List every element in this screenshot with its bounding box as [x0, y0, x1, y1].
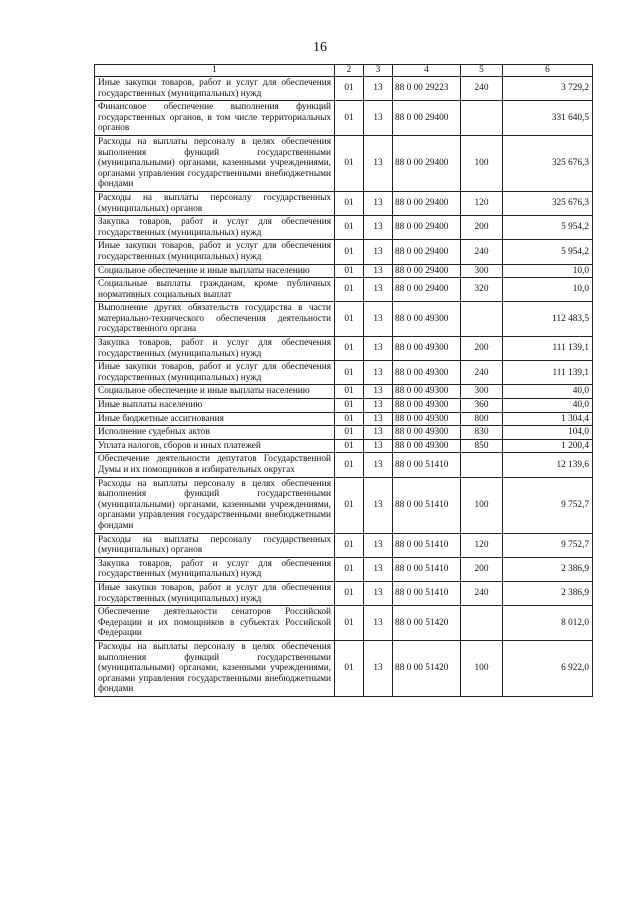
expense-name-cell: Расходы на выплаты персоналу в целях обеспечения выполнения функций государственными (муниципальными) органами, казенными учреждениями, органами управления государственными внебюджетными фондами [95, 477, 335, 533]
subsection-cell: 13 [364, 264, 393, 278]
expense-type-cell [461, 101, 503, 136]
section-cell: 01 [335, 264, 364, 278]
target-article-cell: 88 0 00 29400 [393, 240, 461, 264]
table-body [95, 77, 593, 697]
expense-name-cell: Социальное обеспечение и иные выплаты населению [95, 264, 335, 278]
expense-name-cell: Закупка товаров, работ и услуг для обеспечения государственных (муниципальных) нужд [95, 216, 335, 240]
section-cell: 01 [335, 426, 364, 440]
section-cell: 01 [335, 216, 364, 240]
amount-cell: 1 200,4 [503, 439, 593, 453]
subsection-cell: 13 [364, 439, 393, 453]
section-cell: 01 [335, 439, 364, 453]
expense-name-cell: Иные закупки товаров, работ и услуг для обеспечения государственных (муниципальных) нужд [95, 361, 335, 385]
expense-type-cell: 120 [461, 191, 503, 215]
amount-cell: 325 676,3 [503, 135, 593, 191]
expense-type-cell: 240 [461, 240, 503, 264]
amount-cell: 2 386,9 [503, 581, 593, 605]
table-row [95, 399, 593, 413]
expense-type-cell: 100 [461, 477, 503, 533]
expense-type-cell: 200 [461, 216, 503, 240]
expense-name-cell: Расходы на выплаты персоналу в целях обеспечения выполнения функций государственными (муниципальными) органами, казенными учреждениями, органами управления государственными внебюджетными фондами [95, 640, 335, 696]
subsection-cell: 13 [364, 557, 393, 581]
subsection-cell: 13 [364, 412, 393, 426]
expense-type-cell: 100 [461, 640, 503, 696]
table-row [95, 135, 593, 191]
subsection-cell: 13 [364, 453, 393, 477]
table-row [95, 337, 593, 361]
expense-name-cell: Финансовое обеспечение выполнения функций государственных органов, в том числе территориальных органов [95, 101, 335, 136]
target-article-cell: 88 0 00 49300 [393, 337, 461, 361]
target-article-cell: 88 0 00 29400 [393, 216, 461, 240]
expense-type-cell: 100 [461, 135, 503, 191]
section-cell: 01 [335, 385, 364, 399]
table-row [95, 361, 593, 385]
subsection-cell: 13 [364, 477, 393, 533]
section-cell: 01 [335, 101, 364, 136]
amount-cell: 331 640,5 [503, 101, 593, 136]
target-article-cell: 88 0 00 51410 [393, 557, 461, 581]
table-row [95, 557, 593, 581]
target-article-cell: 88 0 00 29400 [393, 278, 461, 302]
expense-name-cell: Социальное обеспечение и иные выплаты населению [95, 385, 335, 399]
column-header: 2 [335, 65, 364, 77]
expense-name-cell: Расходы на выплаты персоналу государственных (муниципальных) органов [95, 191, 335, 215]
target-article-cell: 88 0 00 49300 [393, 439, 461, 453]
expense-name-cell: Иные закупки товаров, работ и услуг для обеспечения государственных (муниципальных) нужд [95, 77, 335, 101]
budget-table [94, 64, 593, 697]
amount-cell: 40,0 [503, 385, 593, 399]
amount-cell: 40,0 [503, 399, 593, 413]
column-header: 1 [95, 65, 335, 77]
target-article-cell: 88 0 00 51410 [393, 581, 461, 605]
subsection-cell: 13 [364, 399, 393, 413]
amount-cell: 1 304,4 [503, 412, 593, 426]
subsection-cell: 13 [364, 278, 393, 302]
expense-type-cell [461, 606, 503, 641]
amount-cell: 112 483,5 [503, 302, 593, 337]
table-row [95, 606, 593, 641]
amount-cell: 5 954,2 [503, 216, 593, 240]
target-article-cell: 88 0 00 49300 [393, 412, 461, 426]
target-article-cell: 88 0 00 29400 [393, 101, 461, 136]
expense-name-cell: Иные выплаты населению [95, 399, 335, 413]
section-cell: 01 [335, 581, 364, 605]
section-cell: 01 [335, 278, 364, 302]
subsection-cell: 13 [364, 606, 393, 641]
target-article-cell: 88 0 00 49300 [393, 385, 461, 399]
table-row [95, 439, 593, 453]
expense-type-cell: 240 [461, 77, 503, 101]
expense-name-cell: Обеспечение деятельности сенаторов Российской Федерации и их помощников в субъектах Российской Федерации [95, 606, 335, 641]
expense-type-cell: 240 [461, 361, 503, 385]
amount-cell: 9 752,7 [503, 477, 593, 533]
target-article-cell: 88 0 00 51420 [393, 606, 461, 641]
expense-name-cell: Расходы на выплаты персоналу в целях обеспечения выполнения функций государственными (муниципальными) органами, казенными учреждениями, органами управления государственными внебюджетными фондами [95, 135, 335, 191]
amount-cell: 6 922,0 [503, 640, 593, 696]
expense-type-cell: 200 [461, 557, 503, 581]
section-cell: 01 [335, 135, 364, 191]
section-cell: 01 [335, 453, 364, 477]
subsection-cell: 13 [364, 191, 393, 215]
subsection-cell: 13 [364, 135, 393, 191]
target-article-cell: 88 0 00 49300 [393, 361, 461, 385]
expense-name-cell: Уплата налогов, сборов и иных платежей [95, 439, 335, 453]
expense-type-cell: 800 [461, 412, 503, 426]
section-cell: 01 [335, 606, 364, 641]
column-header: 3 [364, 65, 393, 77]
target-article-cell: 88 0 00 51410 [393, 533, 461, 557]
table-row [95, 216, 593, 240]
target-article-cell: 88 0 00 49300 [393, 426, 461, 440]
target-article-cell: 88 0 00 49300 [393, 302, 461, 337]
table-row [95, 77, 593, 101]
table-row [95, 264, 593, 278]
section-cell: 01 [335, 191, 364, 215]
subsection-cell: 13 [364, 240, 393, 264]
expense-type-cell: 320 [461, 278, 503, 302]
expense-name-cell: Социальные выплаты гражданам, кроме публичных нормативных социальных выплат [95, 278, 335, 302]
expense-name-cell: Закупка товаров, работ и услуг для обеспечения государственных (муниципальных) нужд [95, 557, 335, 581]
table-row [95, 533, 593, 557]
section-cell: 01 [335, 412, 364, 426]
amount-cell: 10,0 [503, 264, 593, 278]
expense-name-cell: Иные закупки товаров, работ и услуг для обеспечения государственных (муниципальных) нужд [95, 581, 335, 605]
table-row [95, 581, 593, 605]
target-article-cell: 88 0 00 49300 [393, 399, 461, 413]
section-cell: 01 [335, 302, 364, 337]
expense-name-cell: Обеспечение деятельности депутатов Государственной Думы и их помощников в избирательных округах [95, 453, 335, 477]
table-row [95, 426, 593, 440]
expense-name-cell: Иные бюджетные ассигнования [95, 412, 335, 426]
subsection-cell: 13 [364, 533, 393, 557]
table-row [95, 101, 593, 136]
subsection-cell: 13 [364, 361, 393, 385]
target-article-cell: 88 0 00 51410 [393, 453, 461, 477]
table-row [95, 240, 593, 264]
table-row [95, 302, 593, 337]
subsection-cell: 13 [364, 216, 393, 240]
amount-cell: 10,0 [503, 278, 593, 302]
section-cell: 01 [335, 533, 364, 557]
expense-type-cell: 300 [461, 385, 503, 399]
target-article-cell: 88 0 00 29400 [393, 191, 461, 215]
amount-cell: 12 139,6 [503, 453, 593, 477]
table-row [95, 640, 593, 696]
amount-cell: 325 676,3 [503, 191, 593, 215]
table-row [95, 385, 593, 399]
expense-name-cell: Исполнение судебных актов [95, 426, 335, 440]
section-cell: 01 [335, 477, 364, 533]
expense-name-cell: Закупка товаров, работ и услуг для обеспечения государственных (муниципальных) нужд [95, 337, 335, 361]
expense-name-cell: Выполнение других обязательств государства в части материально-технического обеспечения деятельности государственного органа [95, 302, 335, 337]
table-row [95, 477, 593, 533]
subsection-cell: 13 [364, 640, 393, 696]
section-cell: 01 [335, 361, 364, 385]
target-article-cell: 88 0 00 29400 [393, 264, 461, 278]
amount-cell: 2 386,9 [503, 557, 593, 581]
target-article-cell: 88 0 00 29223 [393, 77, 461, 101]
table-header-row [95, 65, 593, 77]
amount-cell: 111 139,1 [503, 361, 593, 385]
section-cell: 01 [335, 640, 364, 696]
section-cell: 01 [335, 337, 364, 361]
table-row [95, 412, 593, 426]
subsection-cell: 13 [364, 77, 393, 101]
column-header: 5 [461, 65, 503, 77]
section-cell: 01 [335, 557, 364, 581]
expense-type-cell [461, 302, 503, 337]
amount-cell: 104,0 [503, 426, 593, 440]
target-article-cell: 88 0 00 29400 [393, 135, 461, 191]
expense-type-cell: 200 [461, 337, 503, 361]
expense-type-cell: 360 [461, 399, 503, 413]
subsection-cell: 13 [364, 581, 393, 605]
section-cell: 01 [335, 399, 364, 413]
column-header: 4 [393, 65, 461, 77]
amount-cell: 3 729,2 [503, 77, 593, 101]
expense-type-cell: 300 [461, 264, 503, 278]
subsection-cell: 13 [364, 385, 393, 399]
expense-name-cell: Иные закупки товаров, работ и услуг для обеспечения государственных (муниципальных) нужд [95, 240, 335, 264]
target-article-cell: 88 0 00 51420 [393, 640, 461, 696]
subsection-cell: 13 [364, 302, 393, 337]
amount-cell: 5 954,2 [503, 240, 593, 264]
table-row [95, 278, 593, 302]
amount-cell: 111 139,1 [503, 337, 593, 361]
expense-type-cell: 240 [461, 581, 503, 605]
amount-cell: 9 752,7 [503, 533, 593, 557]
subsection-cell: 13 [364, 337, 393, 361]
page-number: 16 [313, 40, 327, 55]
expense-type-cell [461, 453, 503, 477]
table-row [95, 453, 593, 477]
expense-name-cell: Расходы на выплаты персоналу государственных (муниципальных) органов [95, 533, 335, 557]
expense-type-cell: 120 [461, 533, 503, 557]
target-article-cell: 88 0 00 51410 [393, 477, 461, 533]
expense-type-cell: 830 [461, 426, 503, 440]
table-row [95, 191, 593, 215]
subsection-cell: 13 [364, 426, 393, 440]
subsection-cell: 13 [364, 101, 393, 136]
section-cell: 01 [335, 240, 364, 264]
expense-type-cell: 850 [461, 439, 503, 453]
amount-cell: 8 012,0 [503, 606, 593, 641]
column-header: 6 [503, 65, 593, 77]
section-cell: 01 [335, 77, 364, 101]
